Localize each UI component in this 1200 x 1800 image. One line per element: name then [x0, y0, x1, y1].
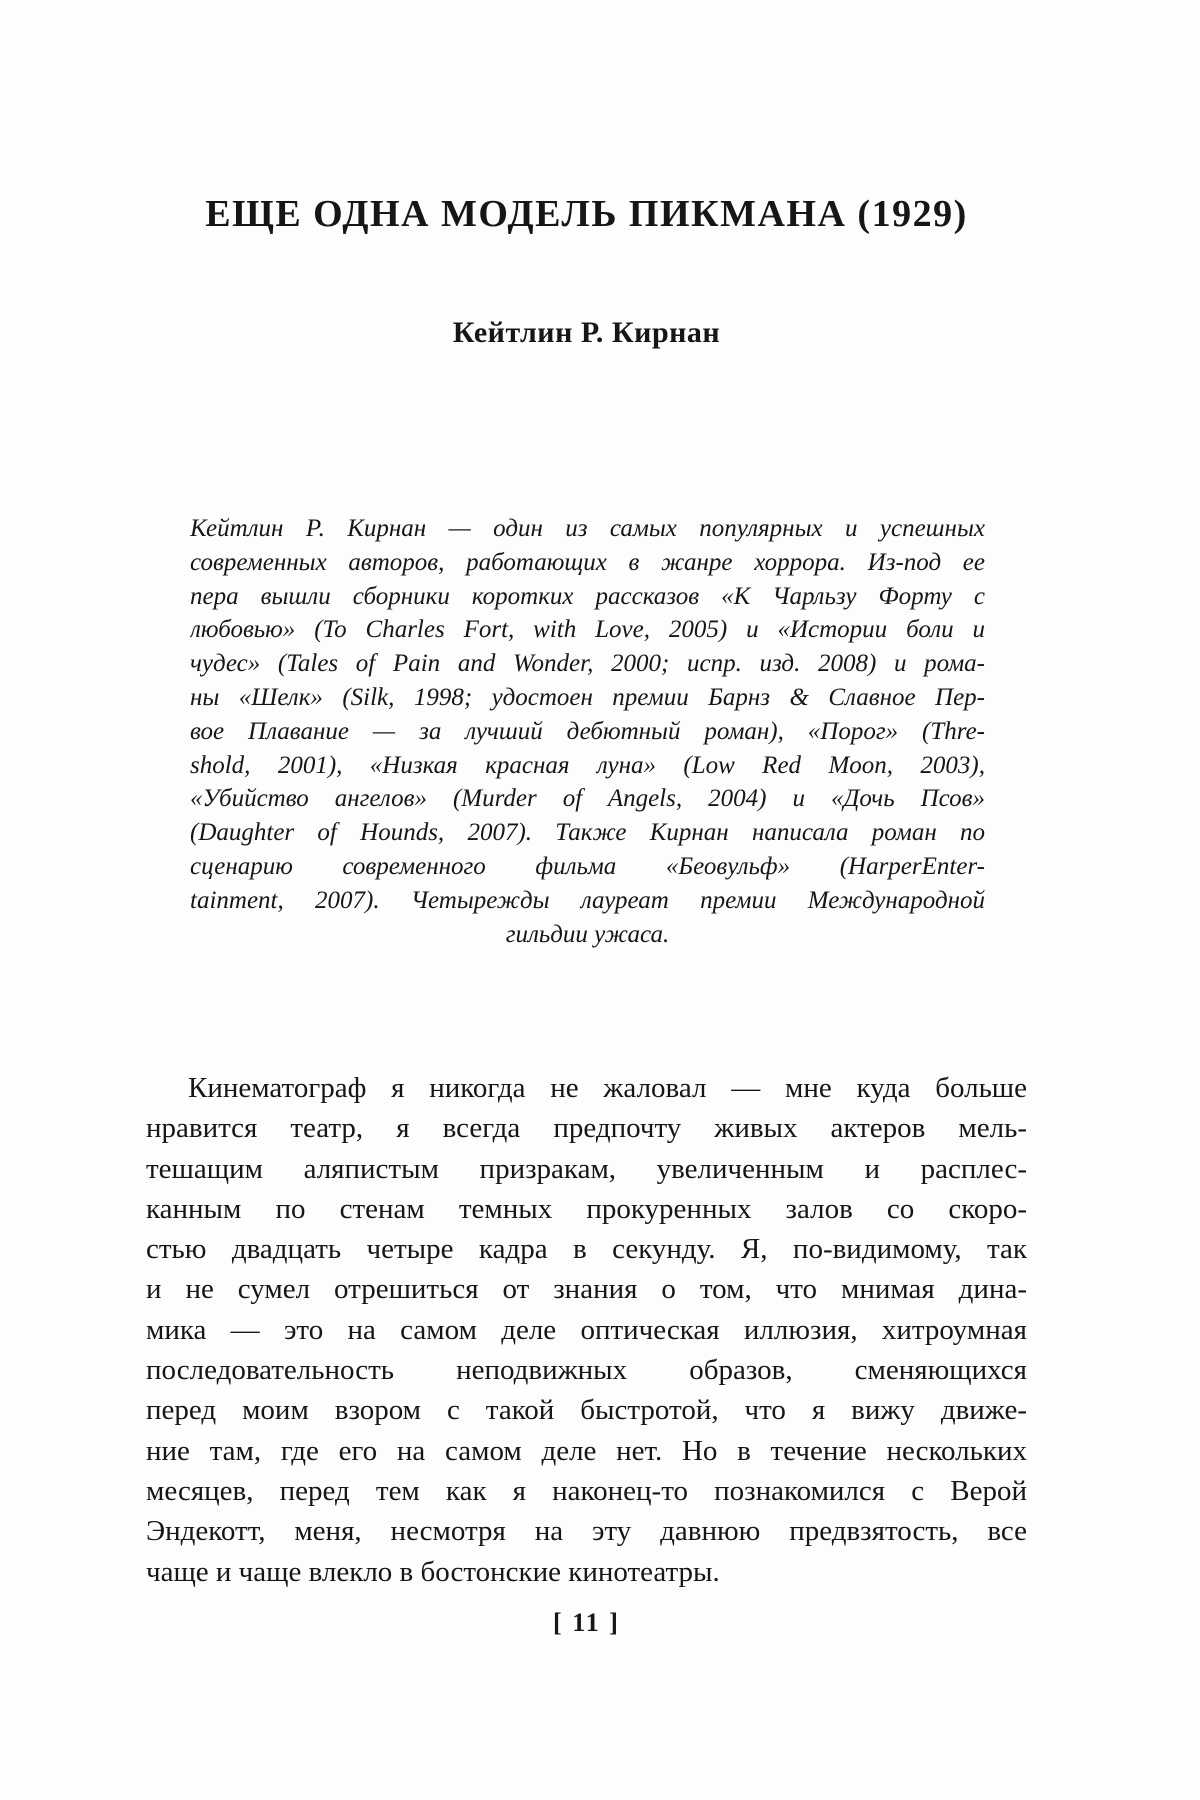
text-line: месяцев, перед тем как я наконец-то познакомился с Верой: [146, 1474, 1027, 1507]
text-line: тешащим аляпистым призракам, увеличенным и расплес-: [146, 1152, 1027, 1185]
text-line: гильдии ужаса.: [505, 920, 670, 948]
story-text: [146, 1068, 1027, 1592]
text-line: сценарию современного фильма «Беовульф» (HarperEnter-: [190, 852, 985, 880]
text-line: канным по стенам темных прокуренных залов со скоро-: [146, 1192, 1027, 1225]
text-line: Кейтлин Р. Кирнан — один из самых популярных и успешных: [190, 515, 985, 542]
text-line: ние там, где его на самом деле нет. Но в течение нескольких: [146, 1434, 1027, 1467]
text-line: вое Плавание — за лучший дебютный роман), «Порог» (Thre-: [190, 717, 985, 745]
text-line: и не сумел отрешиться от знания о том, что мнимая дина-: [146, 1273, 1027, 1306]
text-line: любовью» (To Charles Fort, with Love, 2005) и «Истории боли и: [190, 616, 985, 644]
text-line: чаще и чаще влекло в бостонские кинотеатры.: [146, 1555, 720, 1588]
text-line: нравится театр, я всегда предпочту живых актеров мель-: [146, 1112, 1027, 1145]
story-title: ЕЩЕ ОДНА МОДЕЛЬ ПИКМАНА (1929): [205, 193, 968, 235]
text-line: «Убийство ангелов» (Murder of Angels, 2004) и «Дочь Псов»: [190, 785, 985, 813]
text-line: мика — это на самом деле оптическая иллюзия, хитроумная: [146, 1313, 1027, 1346]
text-line: Кинематограф я никогда не жаловал — мне куда больше: [188, 1072, 1027, 1104]
text-line: перед моим взором с такой быстротой, что я вижу движе-: [146, 1394, 1027, 1427]
page-number: [ 11 ]: [553, 1608, 620, 1637]
text-line: пера вышли сборники коротких рассказов «К Чарльзу Форту с: [190, 582, 985, 610]
text-line: (Daughter of Hounds, 2007). Также Кирнан написала роман по: [190, 819, 985, 847]
text-line: стью двадцать четыре кадра в секунду. Я, по-видимому, так: [146, 1233, 1027, 1266]
text-line: ны «Шелк» (Silk, 1998; удостоен премии Барнз & Славное Пер-: [190, 683, 985, 711]
text-line: последовательность неподвижных образов, сменяющихся: [146, 1354, 1027, 1387]
text-line: shold, 2001), «Низкая красная луна» (Low Red Moon, 2003),: [190, 751, 985, 779]
text-line: современных авторов, работающих в жанре хоррора. Из-под ее: [190, 548, 985, 576]
text-line: Эндекотт, меня, несмотря на эту давнюю предвзятость, все: [146, 1515, 1027, 1548]
author-bio: [190, 512, 985, 951]
author-name: Кейтлин Р. Кирнан: [452, 316, 721, 349]
text-line: чудес» (Tales of Pain and Wonder, 2000; испр. изд. 2008) и рома-: [190, 650, 985, 678]
text-line: tainment, 2007). Четырежды лауреат премии Международной: [190, 886, 985, 914]
